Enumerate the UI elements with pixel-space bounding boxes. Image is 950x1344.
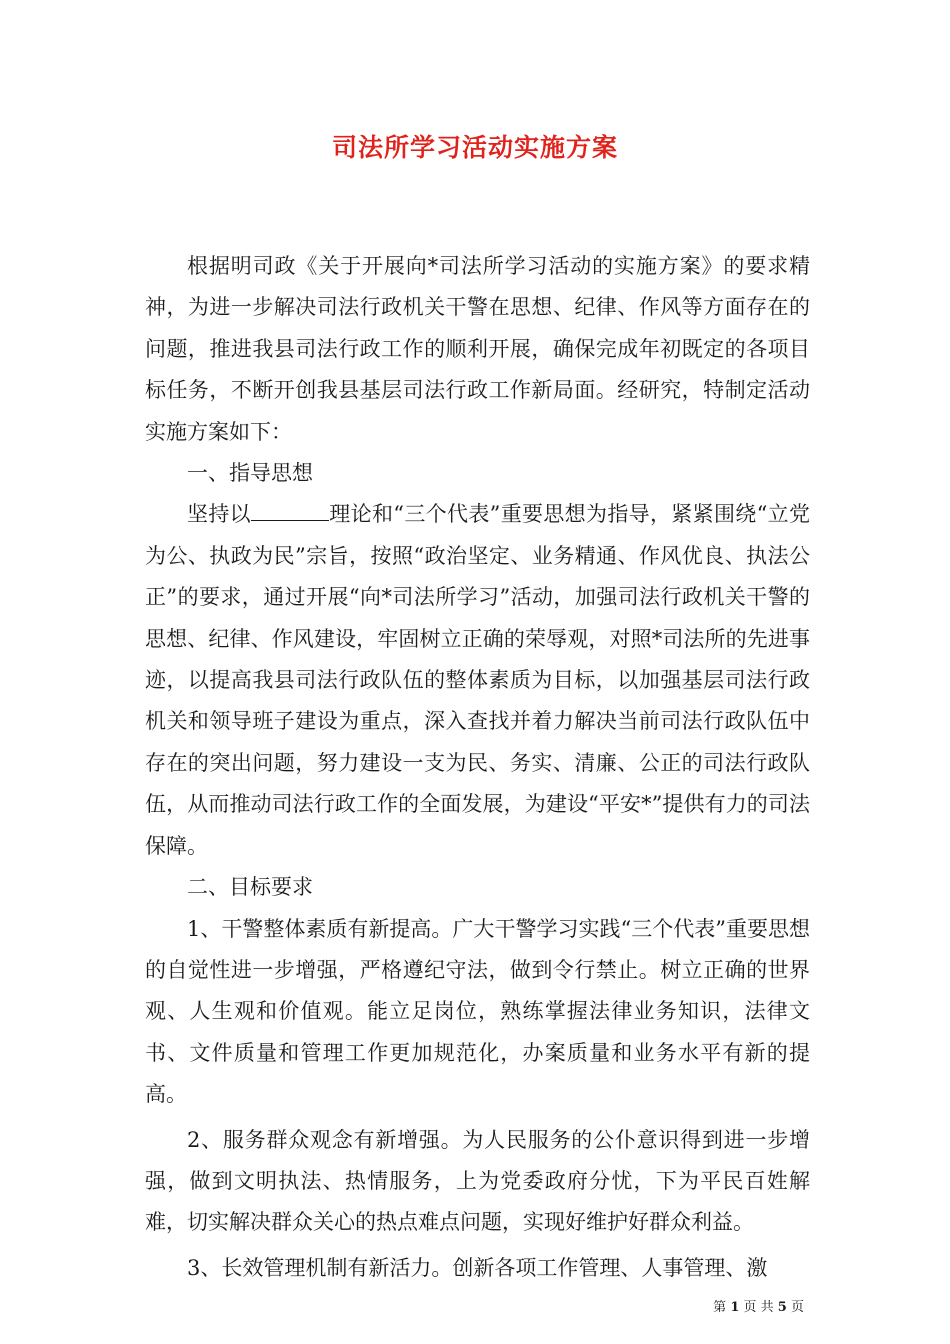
goal-item-2: 2、服务群众观念有新增强。为人民服务的公仆意识得到进一步增强，做到文明执法、热情服务，上为党委政府分忧，下为平民百姓解难，切实解决群众关心的热点难点问题，实现好维护好群众利益。: [145, 1127, 810, 1235]
goal-item-3: 3、长效管理机制有新活力。创新各项工作管理、人事管理、激: [187, 1255, 768, 1280]
guiding-ideology-paragraph: [145, 494, 810, 867]
footer-prefix: 第: [713, 1300, 727, 1315]
footer-suffix: 页: [790, 1300, 804, 1315]
footer-total-pages: 5: [777, 1300, 787, 1315]
intro-paragraph: 根据明司政《关于开展向*司法所学习活动的实施方案》的要求精神，为进一步解决司法行政机关干警在思想、纪律、作风等方面存在的问题，推进我县司法行政工作的顺利开展，确保完成年初既定的各项目标任务，不断开创我县基层司法行政工作新局面。经研究，特制定活动实施方案如下：: [145, 254, 810, 444]
page-footer: [713, 1296, 804, 1315]
guiding-text-start: 坚持以: [187, 502, 251, 527]
goal-item-1: 1、干警整体素质有新提高。广大干警学习实践“三个代表”重要思想的自觉性进一步增强，严格遵纪守法，做到令行禁止。树立正确的世界观、人生观和价值观。能立足岗位，熟练掌握法律业务知识，法律文书、文件质量和管理工作更加规范化，办案质量和业务水平有新的提高。: [145, 916, 810, 1107]
section-heading-guiding-ideology: 一、指导思想: [187, 461, 313, 486]
footer-middle: 页 共: [743, 1300, 774, 1315]
guiding-text-rest: 理论和“三个代表”重要思想为指导，紧紧围绕“立党为公、执政为民”宗旨，按照“政治坚定、业务精通、作风优良、执法公正”的要求，通过开展“向*司法所学习”活动，加强司法行政机关干警的思想、纪律、作风建设，牢固树立正确的荣辱观，对照*司法所的先进事迹，以提高我县司法行政队伍的整体素质为目标，以加强基层司法行政机关和领导班子建设为重点，深入查找并着力解决当前司法行政队伍中存在的突出问题，努力建设一支为民、务实、清廉、公正的司法行政队伍，从而推动司法行政工作的全面发展，为建设“平安*”提供有力的司法保障。: [145, 502, 810, 858]
section-heading-goals: 二、目标要求: [187, 875, 313, 900]
footer-current-page: 1: [730, 1300, 740, 1315]
document-title: 司法所学习活动实施方案: [331, 133, 618, 162]
document-body: [145, 246, 810, 1289]
blank-underline: [251, 500, 329, 521]
